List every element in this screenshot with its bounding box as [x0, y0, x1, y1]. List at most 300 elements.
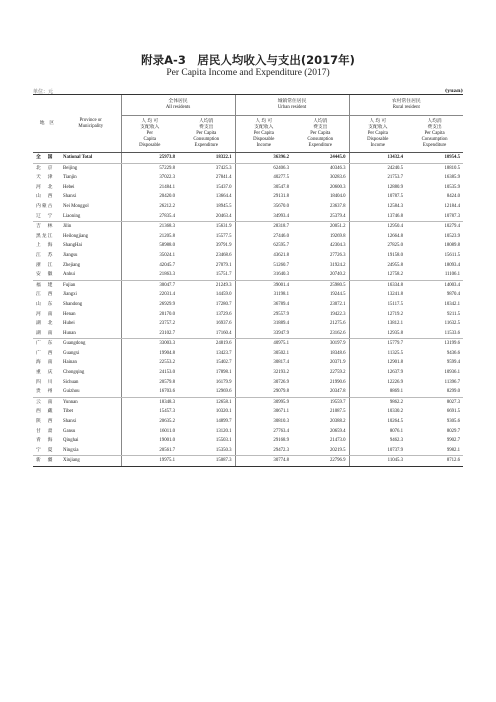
table-row [33, 163, 463, 173]
rural-expenditure-cell: 10342.1 [444, 301, 461, 307]
urban-expenditure-cell: 23162.6 [292, 329, 349, 339]
rural-expenditure-cell: 15611.5 [444, 252, 461, 258]
rural-income-cell: 21753.7 [349, 173, 406, 183]
all-expenditure-cell: 12969.6 [178, 387, 235, 397]
region-name-en: Jilin [63, 224, 72, 230]
table-row [33, 397, 463, 407]
region-name-en: Zhejiang [63, 262, 81, 268]
urban-expenditure-cell: 18348.6 [329, 350, 346, 356]
all-expenditure-cell: 17898.1 [215, 370, 232, 376]
urban-income-cell: 33947.9 [235, 329, 292, 339]
region-name-en: Henan [63, 311, 76, 317]
region-name-zh: 云 南 [36, 399, 54, 405]
all-income-cell: 23757.2 [121, 319, 178, 329]
all-expenditure-cell: 17280.7 [215, 301, 232, 307]
urban-income-cell: 62406.3 [235, 163, 292, 173]
rural-expenditure-cell: 10936.1 [444, 370, 461, 376]
region-name-zh: 新 疆 [33, 456, 61, 467]
all-expenditure-cell: 15751.7 [178, 270, 235, 280]
rural-income-cell: 12758.2 [349, 270, 406, 280]
region-name-en: Anhui [61, 270, 121, 280]
all-expenditure-cell: 15503.1 [215, 438, 232, 444]
region-name-en: Hainan [63, 360, 77, 366]
region-name-zh: 宁 夏 [33, 446, 61, 456]
region-name-zh: 重 庆 [36, 370, 54, 376]
region-name-en: Shanxi [63, 419, 77, 425]
region-name-zh: 北 京 [36, 165, 54, 171]
all-expenditure-cell: 13120.1 [215, 428, 232, 434]
region-name-en: Sichuan [63, 379, 79, 385]
region-name-en: Beijing [63, 165, 78, 171]
urban-expenditure-cell: 19244.5 [329, 292, 346, 298]
rural-expenditure-cell: 11533.6 [406, 329, 463, 339]
page-title: 附录A-3 居民人均收入与支出(2017年) [141, 53, 355, 67]
urban-expenditure-cell: 20219.5 [292, 446, 349, 456]
unit-label-zh: 单位：元 [33, 89, 54, 95]
region-name-en: Jiangxi [63, 292, 77, 298]
all-income-cell: 20561.7 [121, 446, 178, 456]
rural-income-cell: 10330.2 [349, 407, 406, 417]
all-income-cell: 20579.8 [121, 378, 178, 388]
all-income-cell: 19904.8 [121, 349, 178, 359]
region-name-zh: 江 西 [36, 292, 54, 298]
income-expenditure-table [33, 94, 463, 467]
region-name-zh: 陕 西 [36, 419, 54, 425]
region-name-en: Tibet [63, 409, 73, 415]
rural-income-cell: 12880.9 [349, 183, 406, 193]
table-row [33, 349, 463, 359]
urban-expenditure-cell: 20659.4 [329, 428, 346, 434]
rural-expenditure-cell: 11632.5 [444, 321, 461, 327]
all-income-cell: 20420.0 [121, 192, 178, 202]
rural-income-cell: 19158.0 [349, 251, 406, 261]
urban-expenditure-cell: 20371.9 [329, 360, 346, 366]
rural-income-cell: 12935.8 [349, 329, 406, 339]
all-income-cell: 15457.3 [121, 407, 178, 417]
rural-income-cell: 10737.9 [349, 446, 406, 456]
region-name-zh: 四 川 [36, 379, 54, 385]
all-income-cell: 27835.4 [121, 212, 178, 222]
urban-expenditure-cell: 19269.8 [329, 233, 346, 239]
urban-income-cell: 62595.7 [235, 241, 292, 251]
rural-expenditure-cell: 8027.3 [446, 399, 461, 405]
rural-expenditure-cell: 12184.4 [444, 203, 461, 209]
region-name-zh: 青 海 [36, 438, 54, 444]
urban-expenditure-cell: 30283.6 [329, 175, 346, 181]
urban-expenditure-cell: 21990.6 [329, 379, 346, 385]
rural-expenditure-cell: 9870.4 [446, 292, 461, 298]
urban-income-cell: 30774.8 [235, 456, 292, 467]
rural-income-cell: 12637.9 [349, 368, 406, 378]
rural-income-cell: 12901.8 [349, 358, 406, 368]
urban-expenditure-cell: 25379.4 [292, 212, 349, 222]
all-expenditure-cell: 15577.5 [215, 233, 232, 239]
all-expenditure-cell: 16937.6 [215, 321, 232, 327]
rural-expenditure-cell: 11396.7 [444, 379, 461, 385]
all-expenditure-cell: 14899.7 [215, 419, 232, 425]
rural-income-cell: 8869.1 [349, 387, 406, 397]
region-name-zh: 安 徽 [33, 270, 61, 280]
page-subtitle: Per Capita Income and Expenditure (2017) [166, 68, 330, 78]
urban-income-cell: 31889.4 [235, 319, 292, 329]
table-row [33, 153, 463, 164]
region-name-en: Heilongjiang [63, 233, 89, 239]
header-rural-expenditure: 人均消 费支出 Per Capita Consumption Expenditure [406, 116, 463, 153]
urban-income-cell: 30817.4 [235, 358, 292, 368]
all-expenditure-cell: 15631.9 [215, 224, 232, 230]
rural-expenditure-cell: 10787.3 [406, 212, 463, 222]
region-name-zh: 贵 州 [33, 387, 61, 397]
table-row [33, 456, 463, 467]
urban-expenditure-cell: 42304.3 [329, 243, 346, 249]
urban-income-cell: 30810.3 [235, 417, 292, 427]
rural-income-cell: 24955.8 [349, 261, 406, 271]
urban-expenditure-cell: 22759.2 [329, 370, 346, 376]
table-row [33, 290, 463, 300]
all-expenditure-cell: 15437.0 [215, 184, 232, 190]
rural-expenditure-cell: 14003.4 [444, 282, 461, 288]
region-name-en: Ningxia [61, 446, 121, 456]
header-urban-income: 人 均 可 支配收入 Per Capita Disposable Income [235, 116, 292, 153]
urban-expenditure-cell: 25980.5 [329, 282, 346, 288]
region-name-en: Hunan [61, 329, 121, 339]
table-row [33, 192, 463, 202]
all-income-cell: 21484.1 [121, 183, 178, 193]
region-name-en: Xinjiang [61, 456, 121, 467]
region-name-zh: 江 苏 [36, 252, 54, 258]
table-row [33, 261, 463, 271]
rural-income-cell: 13432.4 [349, 153, 406, 164]
all-income-cell: 24153.0 [121, 368, 178, 378]
urban-expenditure-cell: 18404.0 [329, 194, 346, 200]
urban-income-cell: 30995.9 [235, 397, 292, 407]
table-row [33, 378, 463, 388]
table-row [33, 202, 463, 212]
region-name-en: Guangxi [63, 350, 80, 356]
region-name-zh: 河 北 [36, 184, 54, 190]
urban-income-cell: 36789.4 [235, 300, 292, 310]
urban-expenditure-cell: 21275.6 [329, 321, 346, 327]
all-expenditure-cell: 27079.1 [215, 262, 232, 268]
table-row [33, 319, 463, 329]
region-name-en: ShangHai [63, 243, 82, 249]
urban-income-cell: 27446.0 [235, 232, 292, 242]
urban-expenditure-cell: 24445.0 [292, 153, 349, 164]
all-expenditure-cell: 15087.3 [178, 456, 235, 467]
all-income-cell: 57229.8 [121, 163, 178, 173]
all-expenditure-cell: 17160.4 [178, 329, 235, 339]
table-row [33, 446, 463, 456]
region-name-en: Hubei [63, 321, 75, 327]
rural-expenditure-cell: 8029.7 [446, 428, 461, 434]
urban-income-cell: 27763.4 [235, 427, 292, 437]
all-expenditure-cell: 16179.9 [215, 379, 232, 385]
urban-income-cell: 51260.7 [235, 261, 292, 271]
table-row [33, 212, 463, 222]
urban-expenditure-cell: 40346.3 [329, 165, 346, 171]
urban-expenditure-cell: 31924.2 [329, 262, 346, 268]
rural-expenditure-cell: 9902.7 [446, 438, 461, 444]
urban-expenditure-cell: 20388.2 [329, 419, 346, 425]
urban-income-cell: 29168.9 [235, 436, 292, 446]
region-name-zh: 上 海 [36, 243, 54, 249]
all-income-cell: 33003.3 [121, 339, 178, 349]
rural-expenditure-cell: 8712.6 [406, 456, 463, 467]
region-name-zh: 西 藏 [36, 409, 54, 415]
all-income-cell: 16703.6 [121, 387, 178, 397]
rural-income-cell: 13812.1 [349, 319, 406, 329]
rural-income-cell: 11325.5 [349, 349, 406, 359]
rural-expenditure-cell: 13199.6 [444, 341, 461, 347]
urban-income-cell: 34993.4 [235, 212, 292, 222]
region-name-zh: 黑龙江 [36, 233, 54, 239]
urban-expenditure-cell: 21473.0 [329, 438, 346, 444]
urban-income-cell: 29472.3 [235, 446, 292, 456]
all-expenditure-cell: 20463.4 [178, 212, 235, 222]
rural-income-cell: 12950.4 [349, 222, 406, 232]
region-name-en: Chongqing [63, 370, 85, 376]
urban-expenditure-cell: 20740.2 [292, 270, 349, 280]
urban-expenditure-cell: 20600.3 [329, 184, 346, 190]
all-expenditure-cell: 15350.3 [178, 446, 235, 456]
rural-expenditure-cell: 8299.0 [406, 387, 463, 397]
table-row [33, 436, 463, 446]
rural-expenditure-cell: 16385.9 [444, 175, 461, 181]
region-name-en: Jiangsu [63, 252, 78, 258]
all-income-cell: 22031.4 [121, 290, 178, 300]
all-expenditure-cell: 37425.3 [215, 165, 232, 171]
all-income-cell: 19975.1 [121, 456, 178, 467]
header-region-zh: 地 区 [33, 95, 61, 153]
rural-expenditure-cell: 10535.9 [444, 184, 461, 190]
region-name-en: National Total [61, 153, 121, 164]
rural-income-cell: 15779.7 [349, 339, 406, 349]
region-name-zh: 河 南 [36, 311, 54, 317]
rural-income-cell: 8076.1 [349, 427, 406, 437]
header-all-residents: 全体居民 All residents [121, 95, 235, 116]
all-expenditure-cell: 13664.4 [215, 194, 232, 200]
rural-income-cell: 12719.2 [349, 310, 406, 320]
table-row [33, 329, 463, 339]
rural-expenditure-cell: 18093.4 [444, 262, 461, 268]
all-income-cell: 21368.3 [121, 222, 178, 232]
rural-expenditure-cell: 10954.5 [406, 153, 463, 164]
all-income-cell: 22553.2 [121, 358, 178, 368]
all-expenditure-cell: 27841.4 [215, 175, 232, 181]
table-row [33, 387, 463, 397]
table-row [33, 280, 463, 290]
all-income-cell: 58988.0 [121, 241, 178, 251]
region-name-en: Nei Monggol [63, 203, 89, 209]
all-expenditure-cell: 10320.1 [215, 409, 232, 415]
urban-expenditure-cell: 30197.9 [329, 341, 346, 347]
urban-expenditure-cell: 23072.1 [329, 301, 346, 307]
urban-income-cell: 30547.8 [235, 183, 292, 193]
rural-expenditure-cell: 8424.0 [446, 194, 461, 200]
urban-income-cell: 40277.5 [235, 173, 292, 183]
rural-income-cell: 12584.3 [349, 202, 406, 212]
region-name-en: Shanxi [63, 194, 77, 200]
header-urban-residents: 城镇常住居民 Urban resident [235, 95, 349, 116]
urban-income-cell: 29131.8 [235, 192, 292, 202]
region-name-zh: 湖 北 [36, 321, 54, 327]
rural-expenditure-cell: 9305.6 [446, 419, 461, 425]
table-body [33, 153, 463, 467]
all-income-cell: 25973.8 [121, 153, 178, 164]
all-income-cell: 23102.7 [121, 329, 178, 339]
rural-income-cell: 15117.5 [349, 300, 406, 310]
header-all-income: 人 均 可 支配收入 Per Capita Disposable [121, 116, 178, 153]
urban-income-cell: 35670.0 [235, 202, 292, 212]
region-name-zh: 广 东 [36, 341, 54, 347]
all-expenditure-cell: 23468.6 [215, 252, 232, 258]
rural-income-cell: 9462.3 [349, 436, 406, 446]
rural-expenditure-cell: 6691.5 [446, 409, 461, 415]
header-rural-income: 人 均 可 支配收入 Per Capita Disposable Income [349, 116, 406, 153]
table-row [33, 222, 463, 232]
region-name-en: Gansu [63, 428, 76, 434]
table-row [33, 300, 463, 310]
urban-expenditure-cell: 19559.7 [329, 399, 346, 405]
table-row [33, 339, 463, 349]
rural-income-cell: 12226.9 [349, 378, 406, 388]
urban-income-cell: 32193.2 [235, 368, 292, 378]
region-name-en: Qinghai [63, 438, 79, 444]
table-row [33, 368, 463, 378]
urban-income-cell: 40975.1 [235, 339, 292, 349]
table-row [33, 417, 463, 427]
region-name-zh: 全 国 [33, 153, 61, 164]
rural-income-cell: 16334.8 [349, 280, 406, 290]
all-income-cell: 42045.7 [121, 261, 178, 271]
unit-label-en: (yuan) [444, 88, 463, 94]
rural-income-cell: 24240.5 [349, 163, 406, 173]
region-name-en: Yunnan [63, 399, 78, 405]
urban-expenditure-cell: 20347.8 [292, 387, 349, 397]
rural-expenditure-cell: 18810.5 [444, 165, 461, 171]
table-row [33, 232, 463, 242]
urban-income-cell: 30726.9 [235, 378, 292, 388]
all-income-cell: 35024.1 [121, 251, 178, 261]
region-name-en: Guizhou [61, 387, 121, 397]
all-income-cell: 30047.7 [121, 280, 178, 290]
urban-expenditure-cell: 22796.9 [292, 456, 349, 467]
all-income-cell: 26212.2 [121, 202, 178, 212]
all-income-cell: 21863.3 [121, 270, 178, 280]
all-income-cell: 19001.0 [121, 436, 178, 446]
rural-income-cell: 12664.8 [349, 232, 406, 242]
header-region-en: Province or Municipality [61, 95, 121, 153]
urban-income-cell: 31198.1 [235, 290, 292, 300]
region-name-zh: 福 建 [36, 282, 54, 288]
rural-expenditure-cell: 9211.5 [447, 311, 461, 317]
rural-income-cell: 10787.5 [349, 192, 406, 202]
table-row [33, 270, 463, 280]
all-expenditure-cell: 21249.3 [215, 282, 232, 288]
urban-expenditure-cell: 21087.5 [329, 409, 346, 415]
region-name-zh: 天 津 [36, 175, 54, 181]
rural-income-cell: 27825.0 [349, 241, 406, 251]
rural-income-cell: 9862.2 [349, 397, 406, 407]
all-expenditure-cell: 24819.6 [215, 341, 232, 347]
all-expenditure-cell: 18945.5 [215, 203, 232, 209]
all-expenditure-cell: 15402.7 [215, 360, 232, 366]
table-row [33, 241, 463, 251]
region-name-zh: 吉 林 [36, 224, 54, 230]
rural-income-cell: 11045.3 [349, 456, 406, 467]
all-expenditure-cell: 18322.1 [178, 153, 235, 164]
header-all-expenditure: 人均消 费支出 Per Capita Consumption Expenditure [178, 116, 235, 153]
rural-expenditure-cell: 11106.1 [406, 270, 463, 280]
rural-income-cell: 13746.8 [349, 212, 406, 222]
header-rural-residents: 农村常住居民 Rural resident [349, 95, 463, 116]
urban-income-cell: 39001.4 [235, 280, 292, 290]
rural-income-cell: 10264.5 [349, 417, 406, 427]
urban-income-cell: 30671.1 [235, 407, 292, 417]
region-name-en: Fujian [63, 282, 76, 288]
region-name-zh: 海 南 [36, 360, 54, 366]
rural-expenditure-cell: 10279.4 [444, 224, 461, 230]
all-expenditure-cell: 39791.9 [215, 243, 232, 249]
rural-expenditure-cell: 9436.6 [446, 350, 461, 356]
all-income-cell: 37022.3 [121, 173, 178, 183]
all-expenditure-cell: 13729.6 [215, 311, 232, 317]
region-name-en: Shandong [63, 301, 83, 307]
all-income-cell: 18348.3 [121, 397, 178, 407]
urban-income-cell: 30502.1 [235, 349, 292, 359]
urban-income-cell: 31640.3 [235, 270, 292, 280]
region-name-en: Guangdong [63, 341, 86, 347]
region-name-zh: 甘 肃 [36, 428, 54, 434]
header-urban-expenditure: 人均消 费支出 Per Capita Consumption Expenditure [292, 116, 349, 153]
region-name-zh: 湖 南 [33, 329, 61, 339]
rural-expenditure-cell: 9599.4 [446, 360, 461, 366]
all-expenditure-cell: 13423.7 [215, 350, 232, 356]
table-row [33, 310, 463, 320]
all-income-cell: 16011.0 [121, 427, 178, 437]
urban-income-cell: 29079.8 [235, 387, 292, 397]
table-row [33, 183, 463, 193]
all-expenditure-cell: 14459.0 [215, 292, 232, 298]
urban-income-cell: 28318.7 [235, 222, 292, 232]
urban-expenditure-cell: 27726.3 [329, 252, 346, 258]
urban-expenditure-cell: 19422.3 [329, 311, 346, 317]
table-row [33, 407, 463, 417]
table-row [33, 427, 463, 437]
table-row [33, 251, 463, 261]
rural-expenditure-cell: 9982.1 [406, 446, 463, 456]
urban-income-cell: 29557.9 [235, 310, 292, 320]
table-row [33, 358, 463, 368]
region-name-zh: 山 西 [36, 194, 54, 200]
region-name-zh: 浙 江 [36, 262, 54, 268]
urban-income-cell: 36396.2 [235, 153, 292, 164]
rural-expenditure-cell: 10523.9 [444, 233, 461, 239]
region-name-en: Tianjin [63, 175, 77, 181]
region-name-en: Hebei [63, 184, 75, 190]
all-income-cell: 20635.2 [121, 417, 178, 427]
all-income-cell: 21205.8 [121, 232, 178, 242]
all-income-cell: 20170.0 [121, 310, 178, 320]
region-name-zh: 山 东 [36, 301, 54, 307]
all-expenditure-cell: 12658.1 [215, 399, 232, 405]
urban-expenditure-cell: 20051.2 [329, 224, 346, 230]
urban-expenditure-cell: 23637.8 [329, 203, 346, 209]
table-row [33, 173, 463, 183]
region-name-en: Liaoning [61, 212, 121, 222]
rural-expenditure-cell: 18089.8 [444, 243, 461, 249]
region-name-zh: 内蒙古 [36, 203, 54, 209]
